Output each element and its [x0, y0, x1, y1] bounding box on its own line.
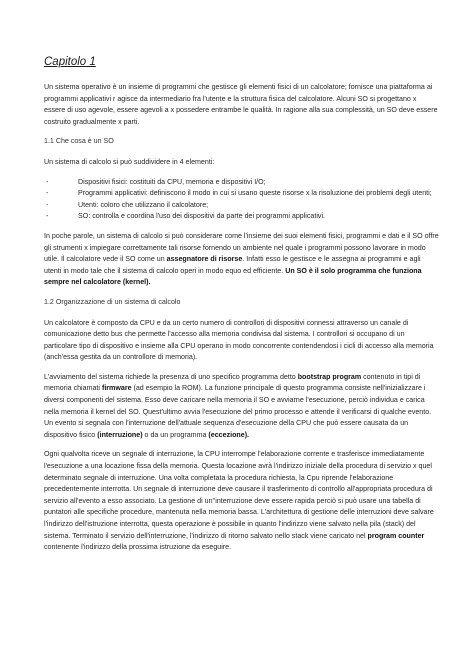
bold-term-bootstrap: bootstrap program: [297, 372, 362, 381]
elements-list: [44, 177, 439, 223]
document-page: [44, 56, 439, 562]
bold-term-interrupt: (interruzione): [97, 430, 143, 439]
chapter-title: Capitolo 1: [44, 56, 96, 68]
list-item: - SO: controlla e coordina l'uso dei dispositivi da parte dei programmi applicativi.: [46, 212, 325, 221]
section-heading-1-1: 1.1 Che cosa è un SO: [44, 137, 114, 146]
bold-kernel-statement: Un SO è il solo programma che funziona sempre nel calcolatore (kernel).: [44, 266, 422, 287]
list-item: - Utenti: coloro che utilizzano il calcolatore;: [46, 200, 209, 209]
summary-paragraph: In poche parole, un sistema di calcolo si può considerare come l'insieme dei suoi elementi fisici, programmi e dati e il SO offre gli strumenti x impiegare correttamente tali risorse fornendo un ambiente nel quale i programmi possono lavorare in modo utile. Il calcolatore vede il SO come un assegnatore di risorse. Infatti esso le gestisce e le assegna ai programmi e agli utenti in modo tale che il sistema di calcolo operi in modo equo ed efficiente. Un SO è il solo programma che funziona sempre nel calcolatore (kernel).: [44, 231, 439, 287]
interrupt-paragraph: Ogni qualvolta riceve un segnale di interruzione, la CPU interrompe l'elaborazione corrente e trasferisce immediatamente l'esecuzione a una locazione fissa della memoria. Questa locazione avrà l'indirizzo iniziale della procedura di servizio x quel determinato segnale di interruzione. Una volta completata la procedura richiesta, la Cpu riprende l'elaborazione precedentemente interrotta. Un segnale di interruzione deve causare il trasferimento di controllo all'appropriata procedura di servizio all'evento a esso associato. La gestione di un''interruzione deve essere rapida perciò si può usare una tabella di puntatori alle specifiche procedure, mantenuta nella memoria bassa. L'architettura di gestione delle interruzioni deve salvare l'indirizzo dell'istruzione interrotta, questa operazione è possibile in quanto l'indirizzo viene salvato nella pila (stack) del sistema. Terminato il servizio dell'interruzione, l'indirizzo di ritorno salvato nello stack viene caricato nel program counter contenente l'indirizzo della prossima istruzione da eseguire.: [44, 450, 434, 552]
elements-intro: Un sistema di calcolo si può suddividere in 4 elementi:: [44, 157, 215, 166]
bold-term-firmware: firmware: [101, 384, 132, 393]
bold-term-resource-allocator: assegnatore di risorse: [166, 255, 243, 264]
intro-paragraph: Un sistema operativo è un insieme di programmi che gestisce gli elementi fisici di un calcolatore; fornisce una piattaforma ai programmi applicativi r agisce da intermediario fra l'utente e la struttura fisica del calcolatore. Alcuni SO si progettano x essere di uso agevole, essere agevoli a x possedere entrambe le qualità. In ragione alla sua complessità, un SO deve essere costruito gradualmente x parti.: [44, 83, 438, 126]
section-heading-1-2: 1.2 Organizzazione di un sistema di calcolo: [44, 297, 181, 306]
organization-paragraph: Un calcolatore è composto da CPU e da un certo numero di controllori di dispositivi connessi attraverso un canale di comunicazione detto bus che permette l'accesso alla memoria condivisa dal sistema. I controllori si occupano di un particolare tipo di dispositivo e insieme alla CPU operano in modo concorrente contendendosi i cicli di accesso alla memoria (anch'essa gestita da un controllore di memoria).: [44, 318, 434, 362]
list-item: - Programmi applicativi: definiscono il modo in cui si usano queste risorse x la risoluzione dei problemi degli utenti;: [46, 189, 432, 198]
bold-term-exception: (eccezione).: [208, 430, 250, 439]
bold-term-program-counter: program counter: [367, 531, 425, 540]
bootstrap-paragraph: L'avviamento del sistema richiede la presenza di uno specifico programma detto bootstrap program contenuto in tipi di memoria chiamati firmware (ad esempio la ROM). La funzione principale di questo programma consiste nell'inizializzare i diversi componenti del sistema. Esso deve caricare nella memoria il SO e avviarne l'esecuzione, perciò individua e carica nella memoria il kernel del SO. Quest'ultimo avvia l'esecuzione del primo processo e attende il verificarsi di qualche evento. Un evento si segnala con l'interruzione dell'attuale sequenza d'esecuzione della CPU che può essere causata da un dispositivo fisico (interruzione) o da un programma (eccezione).: [44, 372, 432, 439]
list-item: - Dispositivi fisici: costituiti da CPU, memoria e dispositivi I/O;: [46, 177, 266, 186]
